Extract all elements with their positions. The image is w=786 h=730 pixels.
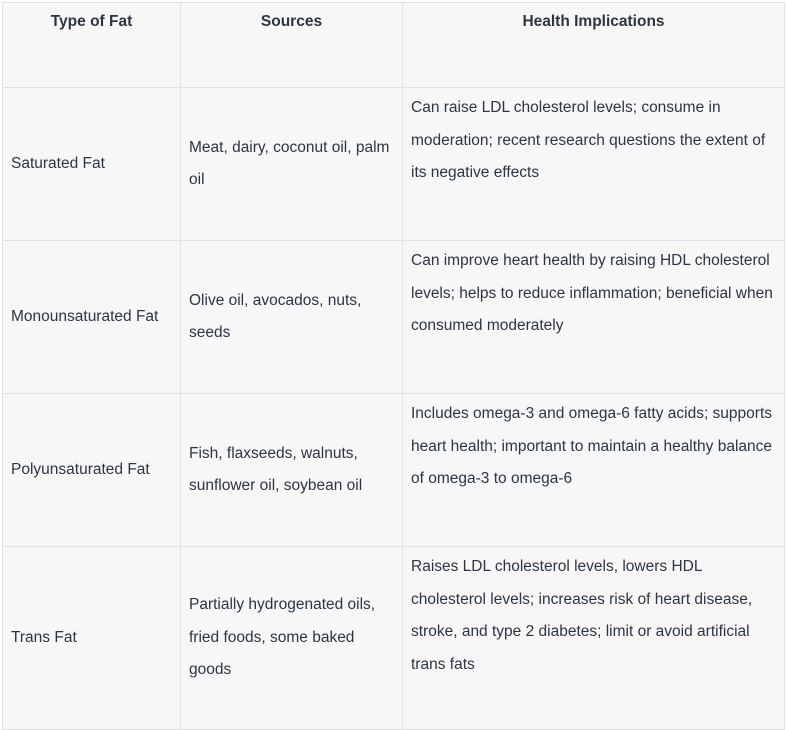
cell-health: Includes omega-3 and omega-6 fatty acids; supports heart health; important to maintain a healthy balance of omega-3 to omega-6 [403,394,785,547]
header-sources: Sources [181,3,403,88]
cell-type: Monounsaturated Fat [3,241,181,394]
table-row [3,547,785,730]
fat-types-table-container [2,2,784,711]
fat-types-table [2,2,785,730]
header-type-of-fat: Type of Fat [3,3,181,88]
table-row [3,394,785,547]
cell-health: Can raise LDL cholesterol levels; consume in moderation; recent research questions the extent of its negative effects [403,88,785,241]
table-header-row [3,3,785,88]
cell-sources: Meat, dairy, coconut oil, palm oil [181,88,403,241]
cell-health: Can improve heart health by raising HDL cholesterol levels; helps to reduce inflammation; beneficial when consumed moderately [403,241,785,394]
cell-sources: Partially hydrogenated oils, fried foods, some baked goods [181,547,403,730]
cell-type: Saturated Fat [3,88,181,241]
header-health-implications: Health Implications [403,3,785,88]
cell-sources: Olive oil, avocados, nuts, seeds [181,241,403,394]
table-row [3,88,785,241]
cell-type: Trans Fat [3,547,181,730]
cell-health: Raises LDL cholesterol levels, lowers HDL cholesterol levels; increases risk of heart disease, stroke, and type 2 diabetes; limit or avoid artificial trans fats [403,547,785,730]
cell-type: Polyunsaturated Fat [3,394,181,547]
table-row [3,241,785,394]
cell-sources: Fish, flaxseeds, walnuts, sunflower oil, soybean oil [181,394,403,547]
